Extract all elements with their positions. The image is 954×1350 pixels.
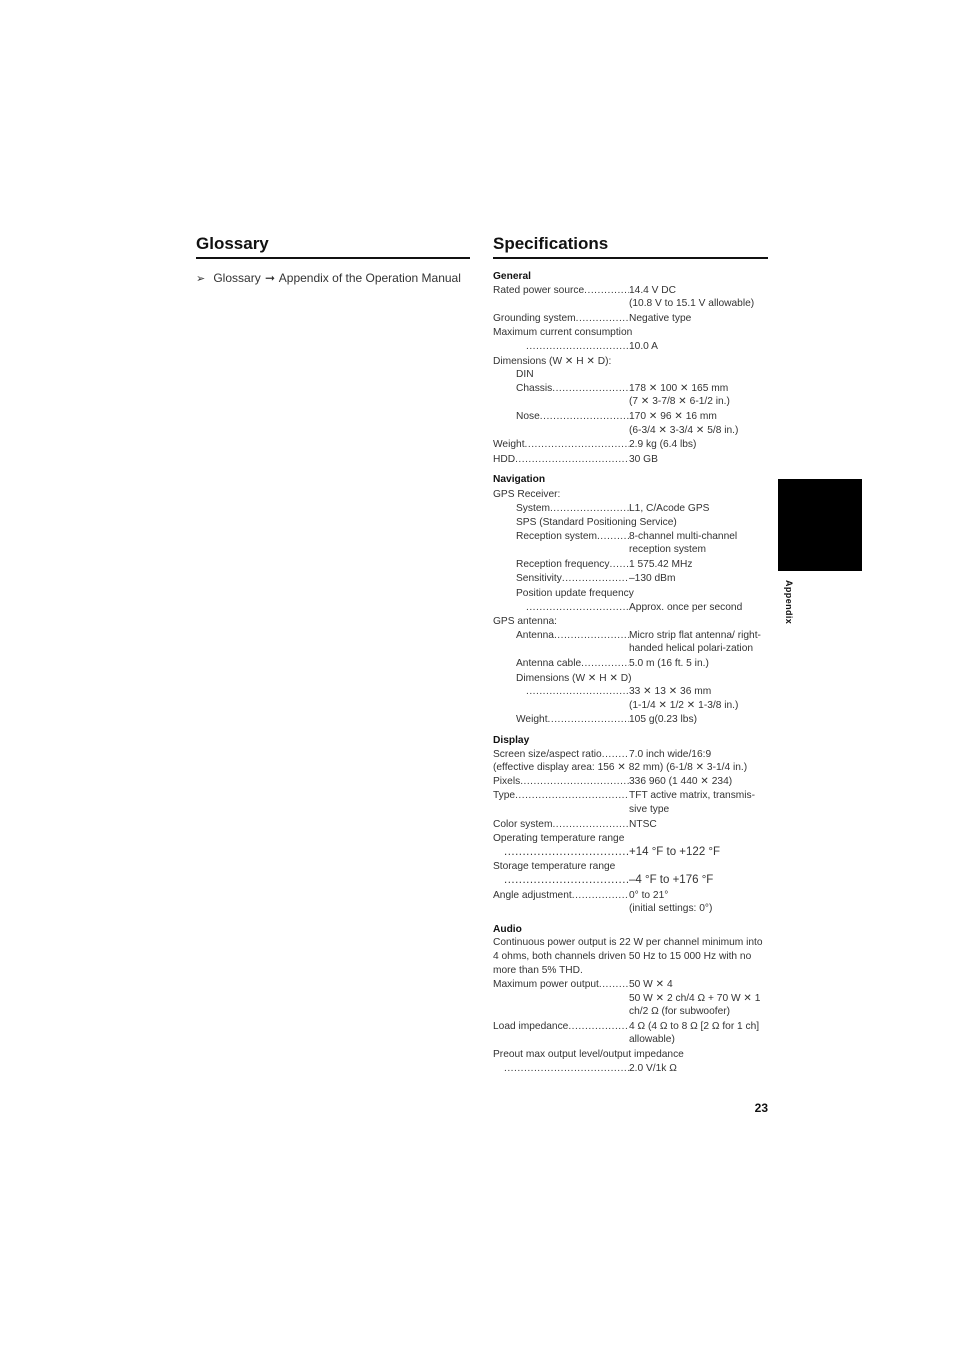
circle-arrow-icon: ➢ (196, 273, 206, 285)
navigation-heading: Navigation (493, 474, 546, 486)
spec-reception-system (493, 530, 768, 557)
spec-value: 4 Ω (4 Ω to 8 Ω [2 Ω for 1 ch] allowable) (629, 1020, 760, 1046)
spec-position-update (493, 601, 768, 615)
spec-label: Weight (493, 439, 525, 451)
spec-antenna-dimensions (493, 685, 768, 712)
spec-antenna (493, 629, 768, 656)
spec-label: Grounding system (493, 312, 576, 324)
spec-label: Rated power source (493, 284, 585, 296)
spec-din-label: DIN (516, 369, 534, 381)
spec-value: 1 575.42 MHz (629, 558, 693, 570)
spec-value: 0° to 21° (629, 889, 669, 901)
display-heading: Display (493, 735, 530, 746)
specifications-heading: Specifications (493, 234, 609, 253)
spec-antenna-dimensions-label: Dimensions (W ✕ H ✕ D) (516, 672, 632, 684)
spec-value: 5.0 m (16 ft. 5 in.) (629, 658, 709, 670)
right-arrow-icon: ➞ (265, 271, 276, 285)
spec-hdd (493, 453, 768, 467)
spec-value: 14.4 V DC (629, 284, 676, 296)
spec-value: Approx. once per second (629, 601, 743, 613)
spec-note: (6-3/4 ✕ 3-3/4 ✕ 5/8 in.) (629, 424, 739, 436)
spec-system (493, 502, 768, 516)
spec-position-update-label: Position update frequency (516, 588, 634, 600)
glossary-heading: Glossary (196, 234, 269, 253)
spec-value: 50 W ✕ 2 ch/4 Ω + 70 W ✕ 1 ch/2 Ω (for subwoofer) (629, 992, 761, 1018)
spec-antenna-cable (493, 657, 768, 671)
general-heading: General (493, 271, 531, 282)
specifications-list (493, 270, 768, 1075)
spec-label: Antenna (516, 629, 554, 641)
spec-value: 2.0 V/1k Ω (629, 1062, 677, 1074)
spec-storage-temp-label: Storage temperature range (493, 861, 616, 873)
spec-max-current (493, 340, 768, 354)
spec-label: Pixels (493, 775, 521, 787)
spec-label: HDD (493, 453, 516, 465)
spec-value: +14 °F to +122 °F (629, 845, 721, 858)
spec-nose (493, 410, 768, 437)
spec-reception-frequency (493, 558, 768, 572)
spec-weight (493, 438, 768, 452)
spec-antenna-weight (493, 713, 768, 727)
spec-label: Type (493, 790, 516, 802)
spec-label: System (516, 502, 550, 514)
spec-value: NTSC (629, 818, 657, 830)
spec-label: Reception system (516, 530, 597, 542)
spec-label: Chassis (516, 382, 553, 394)
spec-value: –4 °F to +176 °F (629, 873, 714, 886)
spec-note: (1-1/4 ✕ 1/2 ✕ 1-3/8 in.) (629, 699, 739, 711)
spec-dimensions-label: Dimensions (W ✕ H ✕ D): (493, 355, 612, 367)
spec-value: 30 GB (629, 453, 658, 465)
specifications-heading-rule (493, 257, 768, 259)
spec-value: Micro strip flat antenna/ right-handed helical polari-zation (629, 629, 761, 655)
spec-value: 10.0 A (629, 340, 658, 352)
spec-label: Color system (493, 818, 553, 830)
spec-type (493, 789, 768, 816)
spec-note: (10.8 V to 15.1 V allowable) (629, 298, 755, 310)
spec-value: 8-channel multi-channel reception system (629, 530, 738, 556)
spec-note: (initial settings: 0°) (629, 903, 713, 915)
spec-gps-receiver-label: GPS Receiver: (493, 488, 561, 500)
spec-label: Load impedance (493, 1020, 569, 1032)
spec-preout (493, 1062, 768, 1076)
spec-value: 2.9 kg (6.4 lbs) (629, 439, 697, 451)
spec-value: 50 W ✕ 4 (629, 979, 673, 991)
spec-label: Nose (516, 410, 540, 422)
spec-value: 7.0 inch wide/16:9 (629, 748, 712, 760)
appendix-side-label: Appendix (784, 580, 794, 625)
spec-screen-size (493, 748, 768, 762)
spec-value: 33 ✕ 13 ✕ 36 mm (629, 686, 712, 698)
spec-sps-text: SPS (Standard Positioning Service) (516, 517, 677, 529)
spec-rated-power (493, 284, 768, 311)
spec-value: 170 ✕ 96 ✕ 16 mm (629, 410, 717, 422)
spec-label: Sensitivity (516, 573, 562, 585)
spec-storage-temp (493, 874, 768, 888)
spec-value: TFT active matrix, transmis-sive type (629, 790, 756, 815)
audio-heading: Audio (493, 923, 522, 935)
spec-pixels (493, 775, 768, 789)
spec-value: Negative type (629, 312, 692, 324)
glossary-reference (196, 271, 461, 285)
page-number: 23 (754, 1101, 768, 1115)
spec-chassis (493, 382, 768, 409)
spec-value: 105 g(0.23 lbs) (629, 714, 697, 726)
spec-angle-adjustment (493, 889, 768, 916)
spec-max-power (493, 978, 768, 1019)
spec-label: Screen size/aspect ratio (493, 748, 602, 760)
spec-color-system (493, 818, 768, 832)
spec-operating-temp-label: Operating temperature range (493, 833, 625, 845)
spec-sensitivity (493, 572, 768, 586)
spec-load-impedance (493, 1020, 768, 1047)
appendix-side-tab (778, 479, 862, 571)
spec-preout-label: Preout max output level/output impedance (493, 1049, 684, 1061)
spec-operating-temp (493, 846, 768, 860)
spec-label: Angle adjustment (493, 889, 572, 901)
spec-label: Maximum power output (493, 979, 599, 991)
spec-gps-antenna-label: GPS antenna: (493, 616, 558, 628)
spec-value: –130 dBm (629, 573, 676, 585)
spec-value: 336 960 (1 440 ✕ 234) (629, 775, 733, 787)
spec-label: Reception frequency (516, 558, 610, 570)
spec-note: (7 ✕ 3-7/8 ✕ 6-1/2 in.) (629, 396, 730, 408)
spec-continuous-power-text: Continuous power output is 22 W per channel minimum into 4 ohms, both channels driven 50 Hz to 15 000 Hz with no more than 5% THD. (493, 937, 763, 976)
spec-max-current-label: Maximum current consumption (493, 327, 633, 339)
glossary-link-text: Glossary (213, 271, 261, 285)
spec-label: Antenna cable (516, 658, 582, 670)
spec-value: 178 ✕ 100 ✕ 165 mm (629, 382, 729, 394)
spec-value: L1, C/Acode GPS (629, 502, 710, 514)
spec-screen-note: (effective display area: 156 ✕ 82 mm) (6-1/8 ✕ 3-1/4 in.) (493, 762, 748, 774)
glossary-heading-rule (196, 257, 470, 259)
spec-label: Weight (516, 714, 548, 726)
glossary-target-text: Appendix of the Operation Manual (278, 271, 461, 285)
spec-grounding (493, 312, 768, 326)
